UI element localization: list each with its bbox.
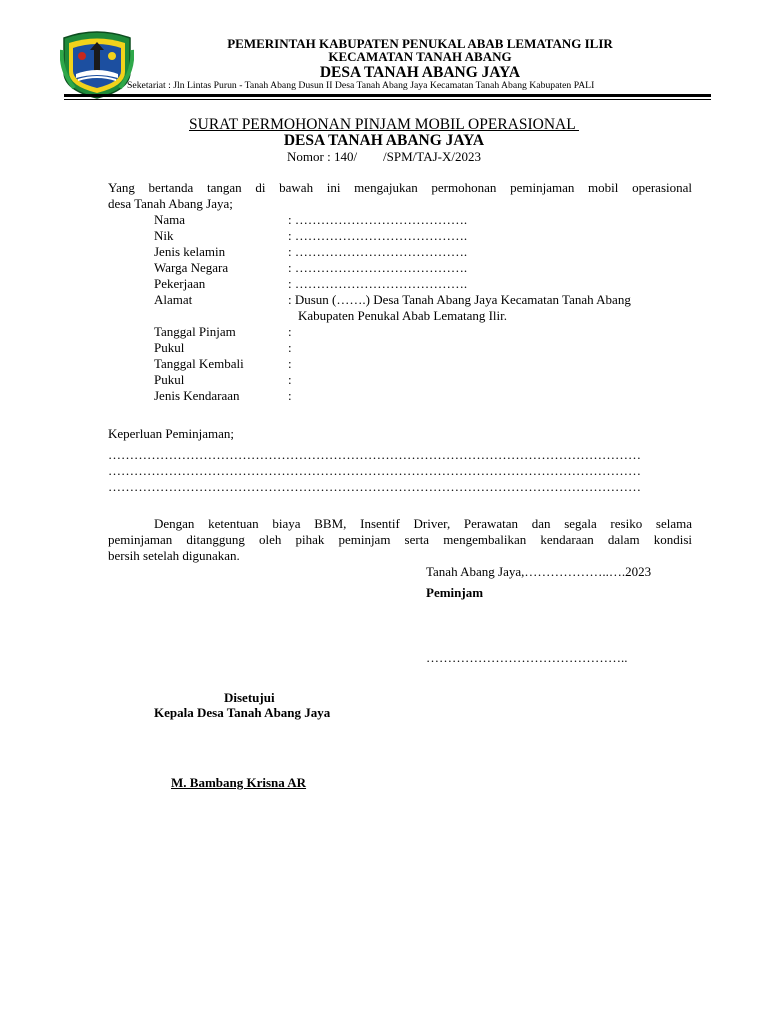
borrower-role: Peminjam: [426, 585, 484, 600]
purpose-label: Keperluan Peminjaman;: [108, 426, 234, 441]
field-value-alamat-line-2: Kabupaten Penukal Abab Lematang Ilir.: [298, 308, 508, 323]
field-label-pukul-pinjam: Pukul: [154, 340, 185, 355]
field-value-tanggal-kembali: :: [288, 356, 292, 371]
field-value-alamat: : Dusun (…….) Desa Tanah Abang Jaya Kecamatan Tanah Abang: [288, 292, 631, 307]
intro-line-1: Yang bertanda tangan di bawah ini mengajukan permohonan peminjaman mobil operasional: [108, 180, 692, 195]
letterhead-rule-thin: [64, 99, 711, 100]
field-value-pukul-pinjam: :: [288, 340, 292, 355]
field-label-jenis-kendaraan: Jenis Kendaraan: [154, 388, 240, 403]
borrower-signature-line: ………………………………………..: [426, 650, 628, 665]
field-value-warga-negara: : ………………………………….: [288, 260, 468, 275]
letter-title: SURAT PERMOHONAN PINJAM MOBIL OPERASIONAL: [189, 116, 579, 133]
field-label-alamat: Alamat: [154, 292, 193, 307]
intro-line-2: desa Tanah Abang Jaya;: [108, 196, 233, 211]
field-label-tanggal-kembali: Tanggal Kembali: [154, 356, 244, 371]
letter-subtitle: DESA TANAH ABANG JAYA: [283, 132, 485, 149]
approver-title: Kepala Desa Tanah Abang Jaya: [154, 705, 331, 720]
purpose-line-3: ……………………………………………………………………………………………………………: [108, 479, 641, 494]
place-date: Tanah Abang Jaya,………………..….2023: [426, 564, 652, 579]
field-label-nik: Nik: [154, 228, 174, 243]
purpose-line-2: ……………………………………………………………………………………………………………: [108, 463, 641, 478]
terms-line-1: Dengan ketentuan biaya BBM, Insentif Driver, Perawatan dan segala resiko selama: [154, 516, 692, 531]
terms-line-3: bersih setelah digunakan.: [108, 548, 240, 563]
field-value-pekerjaan: : ………………………………….: [288, 276, 468, 291]
field-label-jenis-kelamin: Jenis kelamin: [154, 244, 226, 259]
letterhead-government: PEMERINTAH KABUPATEN PENUKAL ABAB LEMATANG ILIR: [227, 36, 613, 51]
letterhead-village: DESA TANAH ABANG JAYA: [319, 64, 521, 81]
field-label-warga-negara: Warga Negara: [154, 260, 229, 275]
field-label-pekerjaan: Pekerjaan: [154, 276, 206, 291]
field-value-nik: : ………………………………….: [288, 228, 468, 243]
letterhead-address: Seketariat : Jln Lintas Purun - Tanah Abang Dusun II Desa Tanah Abang Jaya Kecamatan Tanah Abang Kabupaten PALI: [127, 80, 595, 91]
field-label-nama: Nama: [154, 212, 186, 227]
field-label-tanggal-pinjam: Tanggal Pinjam: [154, 324, 236, 339]
field-label-pukul-kembali: Pukul: [154, 372, 185, 387]
field-value-pukul-kembali: :: [288, 372, 292, 387]
purpose-line-1: ……………………………………………………………………………………………………………: [108, 447, 641, 462]
letterhead-district: KECAMATAN TANAH ABANG: [328, 49, 512, 64]
letter-number: Nomor : 140/ /SPM/TAJ-X/2023: [287, 149, 481, 164]
field-value-tanggal-pinjam: :: [288, 324, 292, 339]
letterhead-rule-thick: [64, 94, 711, 97]
approver-name: M. Bambang Krisna AR: [171, 775, 307, 790]
field-value-jenis-kelamin: : ………………………………….: [288, 244, 468, 259]
field-value-nama: : ………………………………….: [288, 212, 468, 227]
approved-label: Disetujui: [224, 690, 275, 705]
terms-line-2: peminjaman ditanggung oleh pihak peminjam serta mengembalikan kendaraan dalam kondisi: [108, 532, 692, 547]
field-value-jenis-kendaraan: :: [288, 388, 292, 403]
